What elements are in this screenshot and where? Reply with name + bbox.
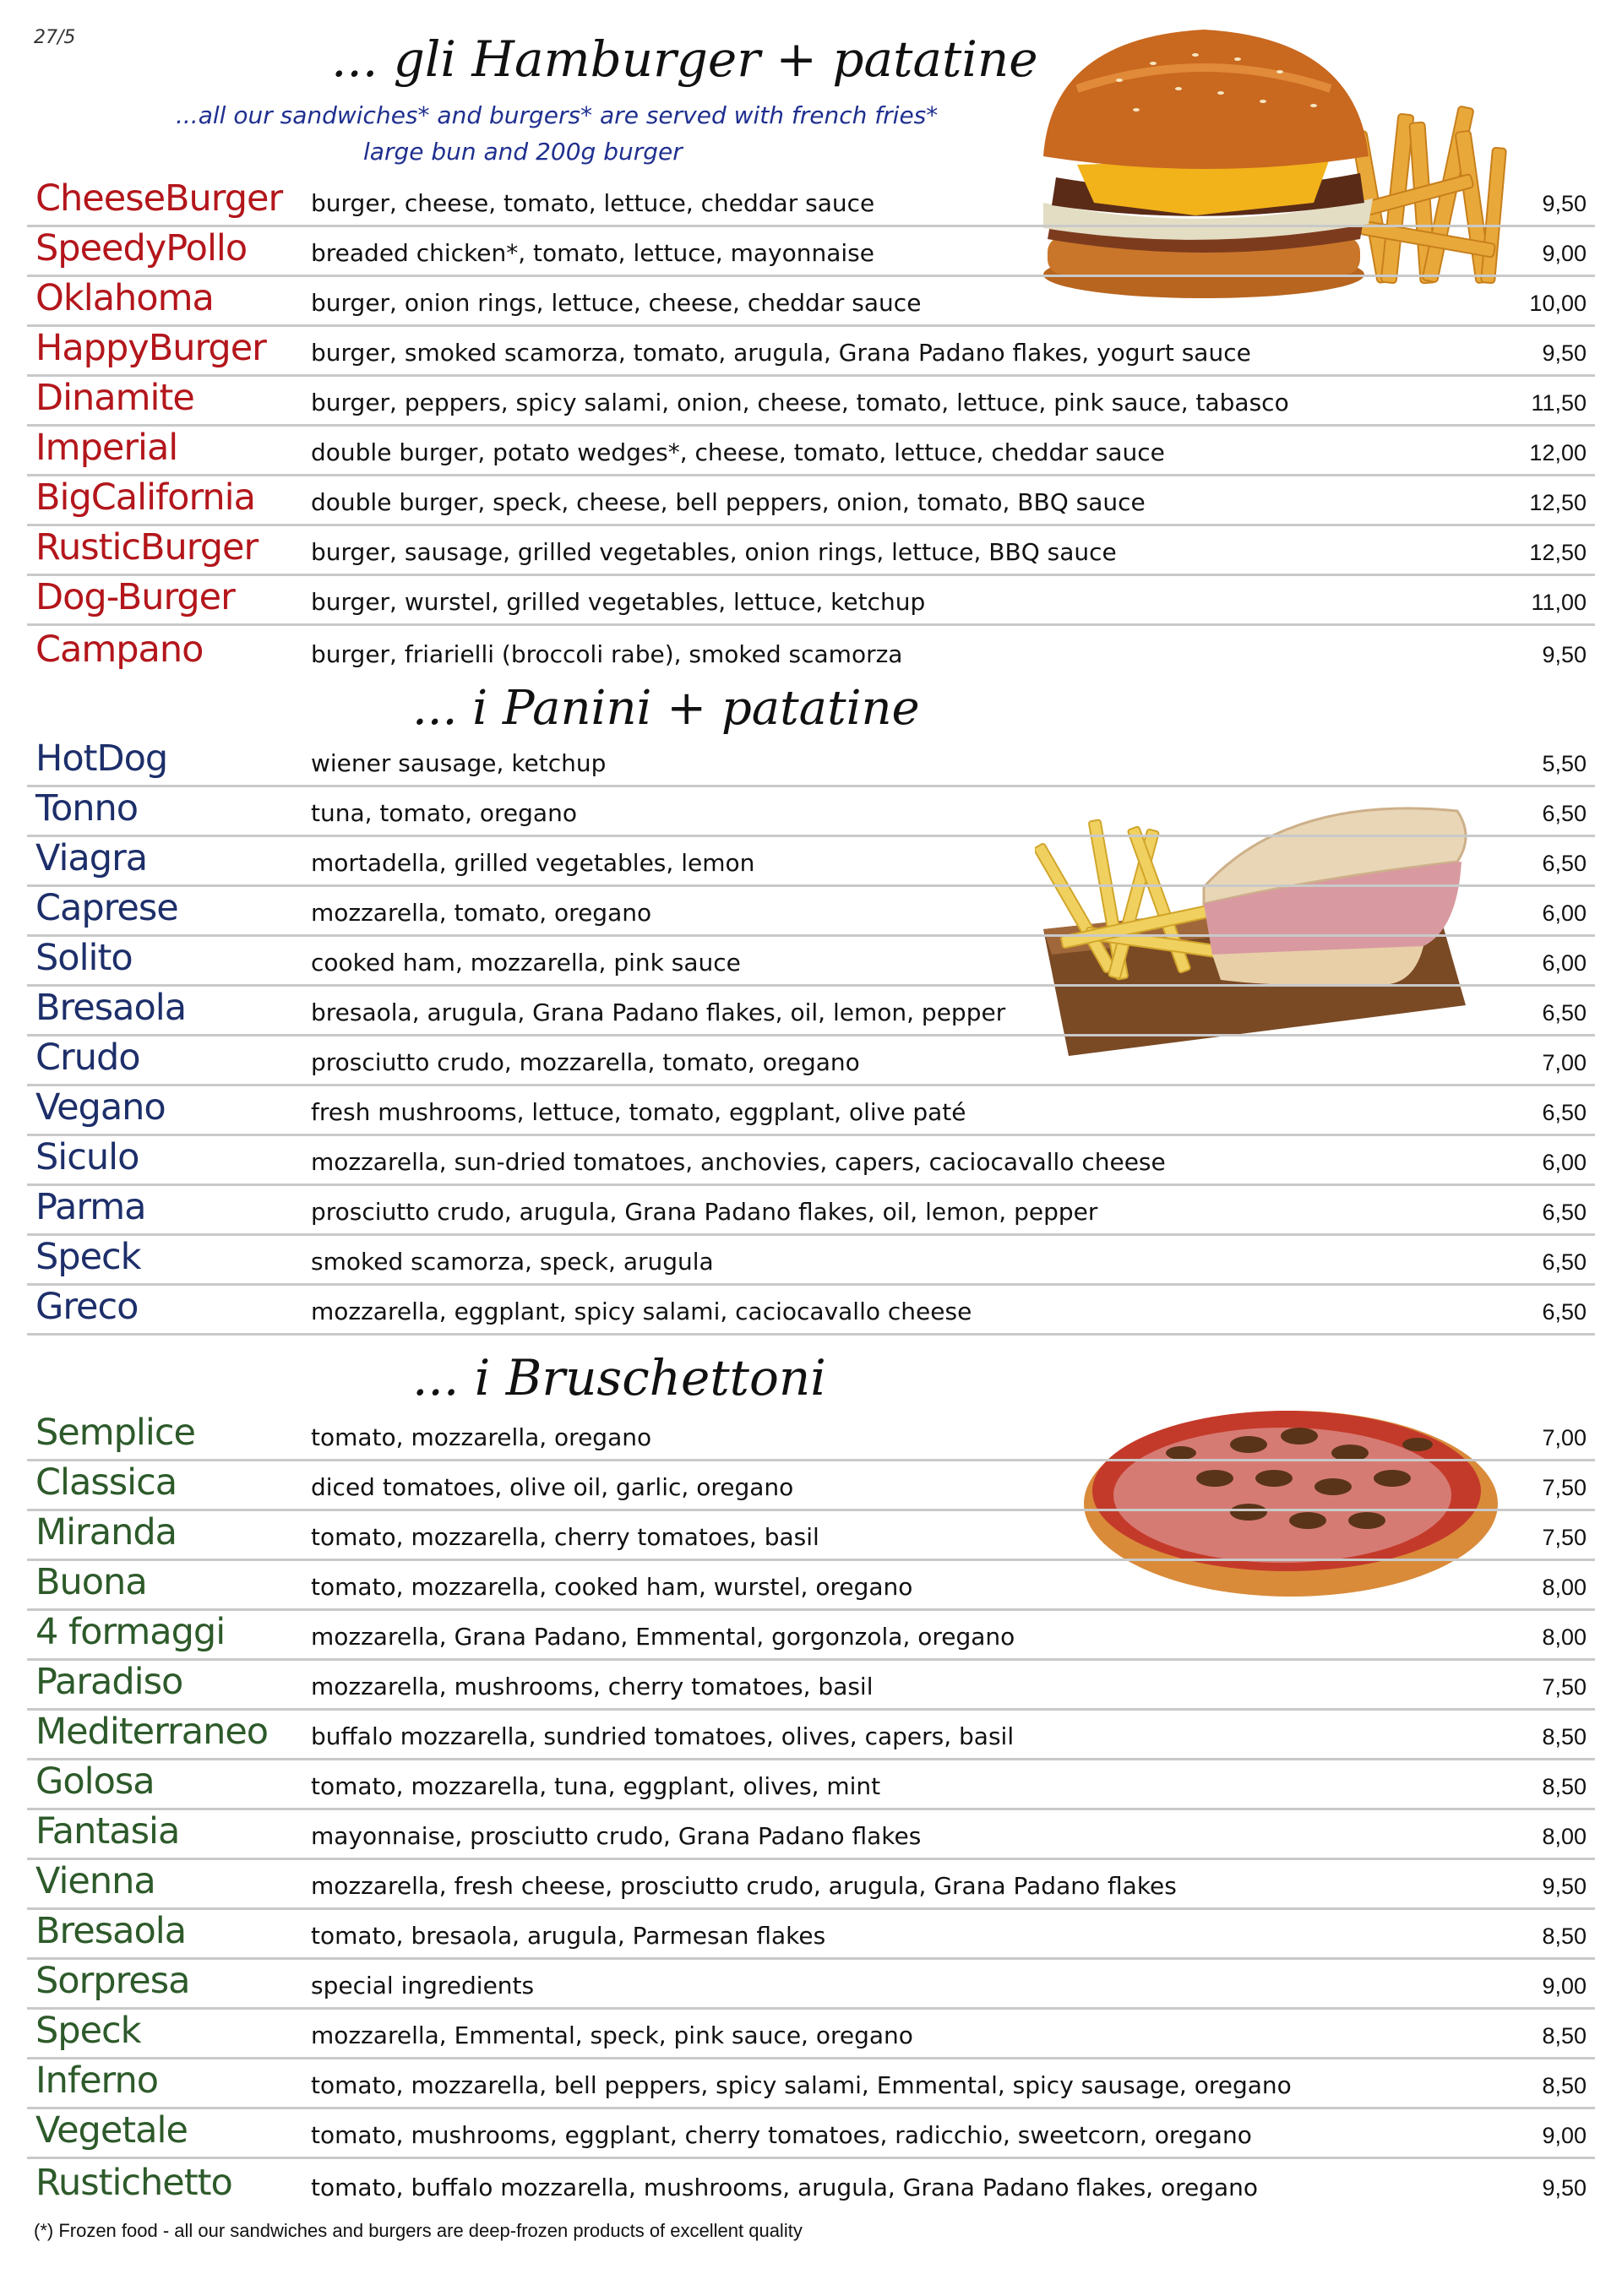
item-description: burger, friarielli (broccoli rabe), smoked scamorza [311, 640, 903, 668]
item-description: tomato, mozzarella, cooked ham, wurstel, oregano [311, 1573, 913, 1601]
item-price: 6,50 [1542, 851, 1587, 876]
hamburger-subtitle-2: large bun and 200g burger [363, 138, 683, 166]
list-item [27, 177, 1595, 227]
list-item [27, 1760, 1595, 1810]
item-name: Paradiso [35, 1661, 183, 1703]
item-name: Bresaola [35, 987, 187, 1029]
page-number: 27/5 [34, 27, 76, 48]
item-name: Oklahoma [35, 277, 214, 319]
item-price: 7,50 [1542, 1475, 1587, 1500]
list-item [27, 1136, 1595, 1186]
panini-title: ... i Panini + patatine [412, 681, 920, 736]
item-description: mozzarella, mushrooms, cherry tomatoes, basil [311, 1673, 874, 1700]
hamburger-list [27, 177, 1595, 676]
item-description: burger, cheese, tomato, lettuce, cheddar sauce [311, 189, 875, 217]
item-price: 9,50 [1542, 2175, 1587, 2201]
item-name: Rustichetto [35, 2162, 232, 2204]
item-description: mozzarella, Emmental, speck, pink sauce, oregano [311, 2021, 913, 2049]
item-description: tomato, mozzarella, cherry tomatoes, basil [311, 1523, 819, 1551]
item-description: mortadella, grilled vegetables, lemon [311, 849, 755, 877]
list-item [27, 1286, 1595, 1336]
item-name: Greco [35, 1286, 139, 1328]
item-name: Bresaola [35, 1910, 187, 1952]
item-name: Mediterraneo [35, 1711, 269, 1753]
item-description: prosciutto crudo, arugula, Grana Padano flakes, oil, lemon, pepper [311, 1198, 1098, 1226]
item-name: Caprese [35, 887, 178, 929]
item-price: 6,00 [1542, 1150, 1587, 1175]
item-price: 12,50 [1529, 540, 1587, 565]
item-name: Vienna [35, 1860, 155, 1902]
item-name: Siculo [35, 1136, 139, 1178]
item-name: Parma [35, 1186, 146, 1228]
list-item [27, 327, 1595, 377]
item-name: Campano [35, 628, 204, 671]
item-name: Tonno [35, 787, 139, 830]
item-name: HotDog [35, 737, 168, 780]
item-name: SpeedyPollo [35, 227, 248, 269]
item-price: 6,50 [1542, 1100, 1587, 1125]
item-description: wiener sausage, ketchup [311, 749, 607, 777]
item-price: 9,00 [1542, 1973, 1587, 1999]
item-price: 6,00 [1542, 900, 1587, 926]
item-name: Viagra [35, 837, 148, 879]
item-name: Dog-Burger [35, 576, 235, 618]
hamburger-subtitle-1: ...all our sandwiches* and burgers* are served with french fries* [176, 101, 939, 129]
item-price: 8,00 [1542, 1824, 1587, 1849]
item-description: smoked scamorza, speck, arugula [311, 1248, 714, 1276]
list-item [27, 887, 1595, 937]
item-description: tomato, mozzarella, bell peppers, spicy salami, Emmental, spicy sausage, oregano [311, 2071, 1292, 2099]
item-name: Dinamite [35, 377, 194, 419]
item-description: bresaola, arugula, Grana Padano flakes, oil, lemon, pepper [311, 998, 1006, 1026]
item-description: mozzarella, tomato, oregano [311, 899, 652, 927]
item-description: tomato, mushrooms, eggplant, cherry tomatoes, radicchio, sweetcorn, oregano [311, 2121, 1252, 2149]
item-description: diced tomatoes, olive oil, garlic, oregano [311, 1473, 794, 1501]
item-price: 6,50 [1542, 1249, 1587, 1275]
frozen-food-footnote: (*) Frozen food - all our sandwiches and burgers are deep-frozen products of excellent quality [34, 2220, 803, 2241]
item-price: 8,50 [1542, 1923, 1587, 1949]
item-description: mozzarella, Grana Padano, Emmental, gorgonzola, oregano [311, 1623, 1015, 1651]
item-description: special ingredients [311, 1972, 535, 1999]
list-item [27, 277, 1595, 327]
item-price: 7,50 [1542, 1525, 1587, 1550]
item-name: Speck [35, 2010, 141, 2052]
item-name: BigCalifornia [35, 476, 255, 519]
list-item [27, 1711, 1595, 1760]
item-price: 12,00 [1529, 440, 1587, 465]
item-price: 7,00 [1542, 1050, 1587, 1075]
item-name: Classica [35, 1461, 177, 1504]
list-item [27, 1412, 1595, 1461]
list-item [27, 227, 1595, 277]
item-description: double burger, potato wedges*, cheese, tomato, lettuce, cheddar sauce [311, 438, 1165, 466]
item-price: 6,50 [1542, 1200, 1587, 1225]
item-name: HappyBurger [35, 327, 266, 369]
item-price: 8,50 [1542, 2073, 1587, 2098]
item-description: burger, peppers, spicy salami, onion, cheese, tomato, lettuce, pink sauce, tabasco [311, 389, 1289, 416]
item-price: 6,50 [1542, 801, 1587, 826]
list-item [27, 1186, 1595, 1236]
list-item [27, 787, 1595, 837]
item-description: burger, wurstel, grilled vegetables, lettuce, ketchup [311, 588, 926, 616]
list-item [27, 2109, 1595, 2159]
list-item [27, 2059, 1595, 2109]
bruschettoni-list [27, 1412, 1595, 2209]
item-price: 8,00 [1542, 1575, 1587, 1600]
item-price: 8,50 [1542, 1724, 1587, 1749]
item-name: Speck [35, 1236, 141, 1278]
list-item [27, 626, 1595, 676]
item-description: tomato, mozzarella, tuna, eggplant, olives, mint [311, 1772, 881, 1800]
item-price: 8,00 [1542, 1624, 1587, 1650]
item-price: 6,50 [1542, 1299, 1587, 1325]
item-description: fresh mushrooms, lettuce, tomato, eggplant, olive paté [311, 1098, 966, 1126]
list-item [27, 737, 1595, 787]
item-description: burger, onion rings, lettuce, cheese, cheddar sauce [311, 289, 922, 317]
item-description: breaded chicken*, tomato, lettuce, mayonnaise [311, 239, 874, 267]
item-name: Crudo [35, 1036, 140, 1079]
item-name: Fantasia [35, 1810, 180, 1853]
item-description: tomato, buffalo mozzarella, mushrooms, arugula, Grana Padano flakes, oregano [311, 2174, 1259, 2201]
item-name: Miranda [35, 1511, 177, 1553]
list-item [27, 2159, 1595, 2209]
item-name: Semplice [35, 1412, 195, 1454]
list-item [27, 1810, 1595, 1860]
item-name: Vegetale [35, 2109, 188, 2152]
list-item [27, 1661, 1595, 1711]
list-item [27, 1561, 1595, 1611]
bruschettoni-title: ... i Bruschettoni [412, 1349, 826, 1406]
item-name: Sorpresa [35, 1960, 190, 2002]
item-price: 6,00 [1542, 950, 1587, 976]
list-item [27, 837, 1595, 887]
item-name: Solito [35, 937, 133, 979]
item-price: 9,50 [1542, 191, 1587, 216]
list-item [27, 937, 1595, 987]
item-description: mayonnaise, prosciutto crudo, Grana Padano flakes [311, 1822, 922, 1850]
item-price: 5,50 [1542, 751, 1587, 776]
list-item [27, 576, 1595, 626]
item-price: 12,50 [1529, 490, 1587, 515]
item-name: Imperial [35, 427, 178, 469]
item-description: tomato, mozzarella, oregano [311, 1423, 652, 1451]
item-price: 9,50 [1542, 642, 1587, 667]
item-description: tomato, bresaola, arugula, Parmesan flakes [311, 1922, 826, 1950]
item-price: 11,00 [1531, 590, 1587, 615]
list-item [27, 2010, 1595, 2059]
item-name: 4 formaggi [35, 1611, 226, 1653]
item-name: Buona [35, 1561, 147, 1603]
list-item [27, 377, 1595, 427]
item-price: 7,50 [1542, 1674, 1587, 1700]
item-name: Vegano [35, 1086, 166, 1129]
list-item [27, 1036, 1595, 1086]
item-description: mozzarella, sun-dried tomatoes, anchovies, capers, caciocavallo cheese [311, 1148, 1166, 1176]
item-description: burger, smoked scamorza, tomato, arugula, Grana Padano flakes, yogurt sauce [311, 339, 1251, 367]
item-description: burger, sausage, grilled vegetables, onion rings, lettuce, BBQ sauce [311, 538, 1117, 566]
list-item [27, 526, 1595, 576]
list-item [27, 987, 1595, 1036]
item-price: 9,50 [1542, 340, 1587, 366]
list-item [27, 1910, 1595, 1960]
list-item [27, 1611, 1595, 1661]
list-item [27, 1086, 1595, 1136]
item-price: 6,50 [1542, 1000, 1587, 1026]
item-price: 9,00 [1542, 241, 1587, 266]
list-item [27, 1960, 1595, 2010]
item-price: 11,50 [1531, 390, 1587, 416]
item-price: 7,00 [1542, 1425, 1587, 1450]
item-price: 10,00 [1529, 291, 1587, 316]
item-price: 9,50 [1542, 1874, 1587, 1899]
item-description: mozzarella, eggplant, spicy salami, caciocavallo cheese [311, 1298, 972, 1325]
list-item [27, 1860, 1595, 1910]
item-price: 9,00 [1542, 2123, 1587, 2148]
list-item [27, 1511, 1595, 1561]
hamburger-title: ... gli Hamburger + patatine [331, 30, 1038, 88]
item-description: buffalo mozzarella, sundried tomatoes, olives, capers, basil [311, 1722, 1015, 1750]
item-description: mozzarella, fresh cheese, prosciutto crudo, arugula, Grana Padano flakes [311, 1872, 1177, 1900]
list-item [27, 1461, 1595, 1511]
list-item [27, 427, 1595, 476]
list-item [27, 476, 1595, 526]
item-description: double burger, speck, cheese, bell peppers, onion, tomato, BBQ sauce [311, 488, 1146, 516]
item-name: Inferno [35, 2059, 159, 2102]
item-description: prosciutto crudo, mozzarella, tomato, oregano [311, 1048, 860, 1076]
item-price: 8,50 [1542, 1774, 1587, 1799]
item-description: tuna, tomato, oregano [311, 799, 577, 827]
item-name: Golosa [35, 1760, 155, 1803]
list-item [27, 1236, 1595, 1286]
panini-list [27, 737, 1595, 1336]
item-description: cooked ham, mozzarella, pink sauce [311, 949, 741, 977]
item-name: CheeseBurger [35, 177, 283, 220]
item-price: 8,50 [1542, 2023, 1587, 2048]
item-name: RusticBurger [35, 526, 259, 569]
